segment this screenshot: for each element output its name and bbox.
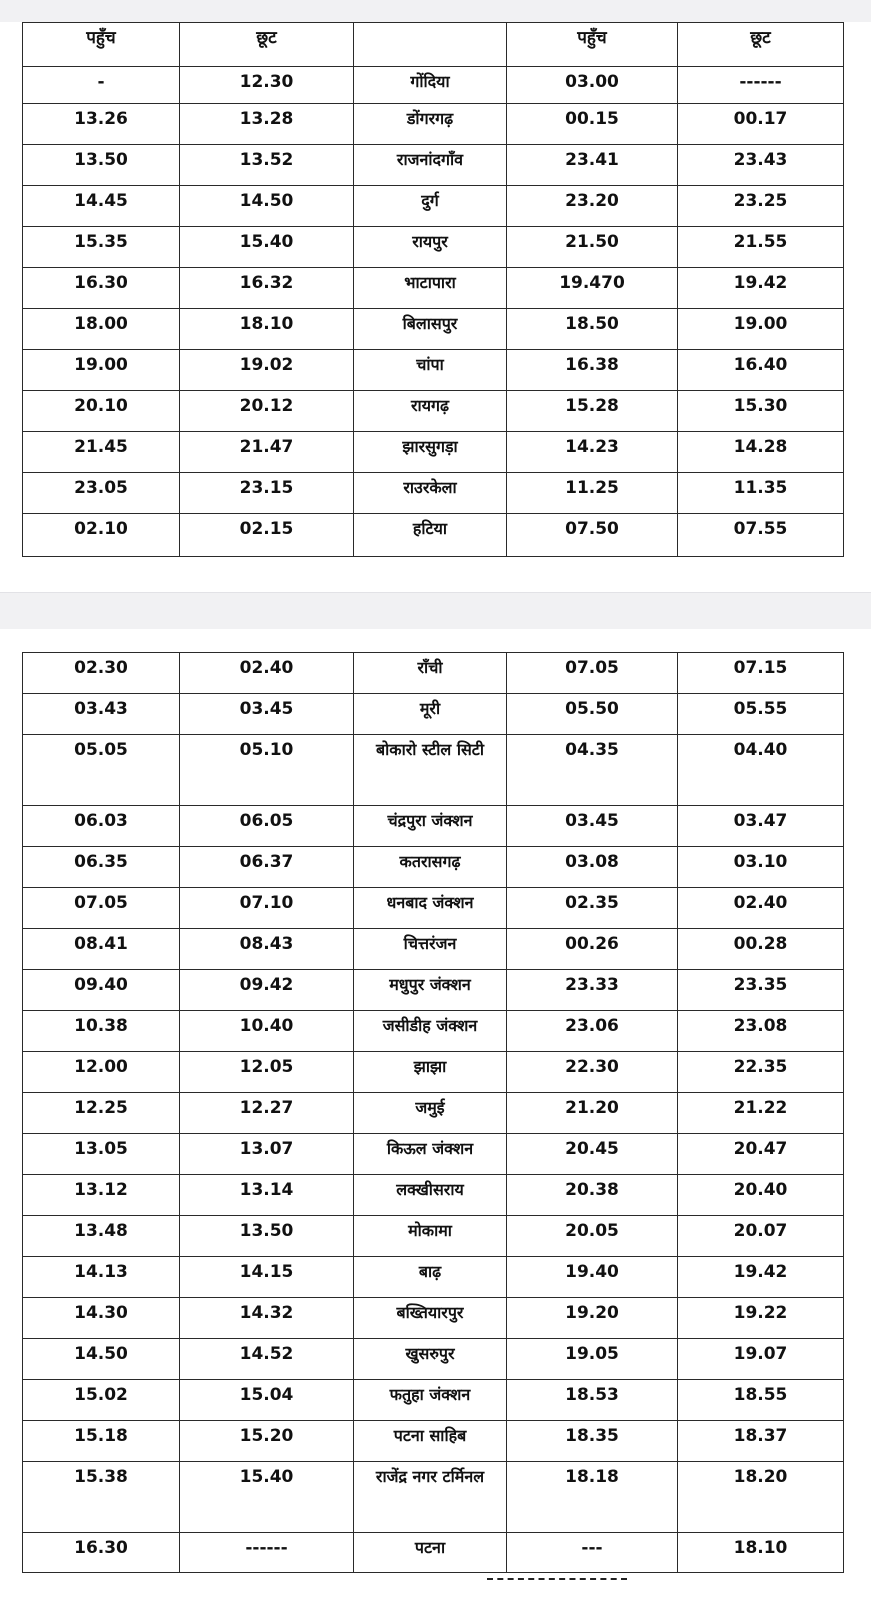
table-row — [23, 1380, 844, 1421]
arrival-cell: 19.00 — [23, 350, 180, 391]
return-departure-cell: 07.55 — [678, 514, 844, 557]
station-cell: लक्खीसराय — [354, 1175, 507, 1216]
station-cell: राजनांदगाँव — [354, 145, 507, 186]
return-departure-cell: 05.55 — [678, 694, 844, 735]
arrival-cell: 14.50 — [23, 1339, 180, 1380]
arrival-cell: 07.05 — [23, 888, 180, 929]
station-cell: बोकारो स्टील सिटी — [354, 735, 507, 806]
top-background-strip — [0, 0, 871, 22]
departure-cell: 13.14 — [180, 1175, 354, 1216]
arrival-cell: 23.05 — [23, 473, 180, 514]
return-arrival-cell: 23.06 — [507, 1011, 678, 1052]
return-departure-cell: 23.43 — [678, 145, 844, 186]
return-departure-cell: 19.00 — [678, 309, 844, 350]
arrival-cell: 15.35 — [23, 227, 180, 268]
return-arrival-cell: 20.05 — [507, 1216, 678, 1257]
return-arrival-cell: --- — [507, 1533, 678, 1573]
return-departure-cell: 02.40 — [678, 888, 844, 929]
table-row — [23, 350, 844, 391]
return-arrival-cell: 14.23 — [507, 432, 678, 473]
return-departure-cell: 15.30 — [678, 391, 844, 432]
table-row — [23, 473, 844, 514]
return-departure-cell: 20.47 — [678, 1134, 844, 1175]
return-arrival-cell: 02.35 — [507, 888, 678, 929]
departure-cell: 06.37 — [180, 847, 354, 888]
table-row — [23, 1462, 844, 1533]
return-departure-cell: 21.22 — [678, 1093, 844, 1134]
return-departure-cell: 00.17 — [678, 104, 844, 145]
return-arrival-cell: 03.08 — [507, 847, 678, 888]
station-cell: बाढ़ — [354, 1257, 507, 1298]
arrival-cell: 14.45 — [23, 186, 180, 227]
table-row — [23, 735, 844, 806]
return-departure-cell: 23.25 — [678, 186, 844, 227]
departure-cell: 13.07 — [180, 1134, 354, 1175]
return-arrival-cell: 23.20 — [507, 186, 678, 227]
table-row — [23, 309, 844, 350]
return-arrival-cell: 19.40 — [507, 1257, 678, 1298]
return-arrival-cell: 03.45 — [507, 806, 678, 847]
departure-cell: 07.10 — [180, 888, 354, 929]
table-row — [23, 1134, 844, 1175]
return-departure-cell: 03.47 — [678, 806, 844, 847]
return-arrival-cell: 20.45 — [507, 1134, 678, 1175]
arrival-cell: 13.50 — [23, 145, 180, 186]
departure-cell: 12.05 — [180, 1052, 354, 1093]
header-departure-up: छूट — [180, 23, 354, 67]
header-station — [354, 23, 507, 67]
arrival-cell: 13.05 — [23, 1134, 180, 1175]
table-row — [23, 186, 844, 227]
table-row — [23, 694, 844, 735]
arrival-cell: 14.13 — [23, 1257, 180, 1298]
return-arrival-cell: 00.26 — [507, 929, 678, 970]
departure-cell: 15.40 — [180, 1462, 354, 1533]
departure-cell: 15.40 — [180, 227, 354, 268]
station-cell: रायगढ़ — [354, 391, 507, 432]
arrival-cell: 13.26 — [23, 104, 180, 145]
bottom-dashed-divider — [487, 1578, 627, 1580]
station-cell: भाटापारा — [354, 268, 507, 309]
return-arrival-cell: 07.50 — [507, 514, 678, 557]
table-row — [23, 1052, 844, 1093]
return-arrival-cell: 11.25 — [507, 473, 678, 514]
station-cell: मोकामा — [354, 1216, 507, 1257]
return-departure-cell: 11.35 — [678, 473, 844, 514]
return-departure-cell: 23.35 — [678, 970, 844, 1011]
table-row — [23, 1298, 844, 1339]
station-cell: कतरासगढ़ — [354, 847, 507, 888]
table-row — [23, 1175, 844, 1216]
departure-cell: 14.15 — [180, 1257, 354, 1298]
return-arrival-cell: 16.38 — [507, 350, 678, 391]
table-row — [23, 847, 844, 888]
station-cell: चांपा — [354, 350, 507, 391]
table-row — [23, 1533, 844, 1573]
table-row — [23, 806, 844, 847]
station-cell: राजेंद्र नगर टर्मिनल — [354, 1462, 507, 1533]
departure-cell: 13.52 — [180, 145, 354, 186]
return-departure-cell: 03.10 — [678, 847, 844, 888]
table-row — [23, 1421, 844, 1462]
arrival-cell: 16.30 — [23, 268, 180, 309]
station-cell: बख्तियारपुर — [354, 1298, 507, 1339]
table-row — [23, 1011, 844, 1052]
table-row — [23, 268, 844, 309]
table-row — [23, 67, 844, 104]
station-cell: गोंदिया — [354, 67, 507, 104]
return-arrival-cell: 21.20 — [507, 1093, 678, 1134]
departure-cell: 19.02 — [180, 350, 354, 391]
departure-cell: ------ — [180, 1533, 354, 1573]
table-row — [23, 888, 844, 929]
arrival-cell: 14.30 — [23, 1298, 180, 1339]
table-row — [23, 1339, 844, 1380]
station-cell: चंद्रपुरा जंक्शन — [354, 806, 507, 847]
station-cell: हटिया — [354, 514, 507, 557]
return-arrival-cell: 22.30 — [507, 1052, 678, 1093]
arrival-cell: 06.03 — [23, 806, 180, 847]
header-arrival-down: पहुँच — [507, 23, 678, 67]
return-arrival-cell: 19.20 — [507, 1298, 678, 1339]
station-cell: मधुपुर जंक्शन — [354, 970, 507, 1011]
table-row — [23, 104, 844, 145]
table-row — [23, 227, 844, 268]
departure-cell: 18.10 — [180, 309, 354, 350]
departure-cell: 20.12 — [180, 391, 354, 432]
departure-cell: 05.10 — [180, 735, 354, 806]
table-row — [23, 653, 844, 694]
arrival-cell: 02.30 — [23, 653, 180, 694]
departure-cell: 23.15 — [180, 473, 354, 514]
departure-cell: 21.47 — [180, 432, 354, 473]
departure-cell: 02.15 — [180, 514, 354, 557]
station-cell: जमुई — [354, 1093, 507, 1134]
departure-cell: 02.40 — [180, 653, 354, 694]
return-arrival-cell: 21.50 — [507, 227, 678, 268]
arrival-cell: 09.40 — [23, 970, 180, 1011]
station-cell: चित्तरंजन — [354, 929, 507, 970]
header-departure-down: छूट — [678, 23, 844, 67]
table-row — [23, 145, 844, 186]
departure-cell: 03.45 — [180, 694, 354, 735]
station-cell: जसीडीह जंक्शन — [354, 1011, 507, 1052]
return-arrival-cell: 23.41 — [507, 145, 678, 186]
station-cell: फतुहा जंक्शन — [354, 1380, 507, 1421]
return-departure-cell: 22.35 — [678, 1052, 844, 1093]
arrival-cell: 06.35 — [23, 847, 180, 888]
timetable-part-2 — [22, 652, 844, 1573]
arrival-cell: 10.38 — [23, 1011, 180, 1052]
return-departure-cell: 18.20 — [678, 1462, 844, 1533]
departure-cell: 15.20 — [180, 1421, 354, 1462]
return-departure-cell: 20.40 — [678, 1175, 844, 1216]
return-departure-cell: 19.42 — [678, 268, 844, 309]
station-cell: मूरी — [354, 694, 507, 735]
table-row — [23, 970, 844, 1011]
departure-cell: 12.30 — [180, 67, 354, 104]
arrival-cell: 08.41 — [23, 929, 180, 970]
station-cell: बिलासपुर — [354, 309, 507, 350]
station-cell: राउरकेला — [354, 473, 507, 514]
return-departure-cell: ------ — [678, 67, 844, 104]
station-cell: पटना — [354, 1533, 507, 1573]
return-departure-cell: 18.55 — [678, 1380, 844, 1421]
departure-cell: 08.43 — [180, 929, 354, 970]
return-arrival-cell: 07.05 — [507, 653, 678, 694]
return-departure-cell: 18.37 — [678, 1421, 844, 1462]
departure-cell: 14.52 — [180, 1339, 354, 1380]
table-row — [23, 391, 844, 432]
departure-cell: 14.50 — [180, 186, 354, 227]
station-cell: किऊल जंक्शन — [354, 1134, 507, 1175]
arrival-cell: - — [23, 67, 180, 104]
return-arrival-cell: 19.05 — [507, 1339, 678, 1380]
station-cell: राँची — [354, 653, 507, 694]
departure-cell: 09.42 — [180, 970, 354, 1011]
return-departure-cell: 23.08 — [678, 1011, 844, 1052]
return-departure-cell: 04.40 — [678, 735, 844, 806]
return-departure-cell: 20.07 — [678, 1216, 844, 1257]
arrival-cell: 12.25 — [23, 1093, 180, 1134]
arrival-cell: 15.38 — [23, 1462, 180, 1533]
arrival-cell: 05.05 — [23, 735, 180, 806]
return-departure-cell: 19.22 — [678, 1298, 844, 1339]
return-arrival-cell: 19.470 — [507, 268, 678, 309]
arrival-cell: 15.02 — [23, 1380, 180, 1421]
arrival-cell: 02.10 — [23, 514, 180, 557]
return-departure-cell: 19.07 — [678, 1339, 844, 1380]
station-cell: डोंगरगढ़ — [354, 104, 507, 145]
return-arrival-cell: 18.18 — [507, 1462, 678, 1533]
return-arrival-cell: 04.35 — [507, 735, 678, 806]
return-arrival-cell: 18.53 — [507, 1380, 678, 1421]
table-row — [23, 929, 844, 970]
arrival-cell: 16.30 — [23, 1533, 180, 1573]
station-cell: धनबाद जंक्शन — [354, 888, 507, 929]
departure-cell: 13.28 — [180, 104, 354, 145]
return-departure-cell: 00.28 — [678, 929, 844, 970]
return-departure-cell: 07.15 — [678, 653, 844, 694]
departure-cell: 15.04 — [180, 1380, 354, 1421]
arrival-cell: 15.18 — [23, 1421, 180, 1462]
return-arrival-cell: 00.15 — [507, 104, 678, 145]
timetable-part-1 — [22, 22, 844, 557]
table-row — [23, 1093, 844, 1134]
arrival-cell: 18.00 — [23, 309, 180, 350]
station-cell: झारसुगड़ा — [354, 432, 507, 473]
return-departure-cell: 21.55 — [678, 227, 844, 268]
station-cell: खुसरुपुर — [354, 1339, 507, 1380]
return-arrival-cell: 23.33 — [507, 970, 678, 1011]
table-row — [23, 432, 844, 473]
return-arrival-cell: 03.00 — [507, 67, 678, 104]
departure-cell: 16.32 — [180, 268, 354, 309]
return-departure-cell: 14.28 — [678, 432, 844, 473]
arrival-cell: 13.48 — [23, 1216, 180, 1257]
return-arrival-cell: 18.50 — [507, 309, 678, 350]
arrival-cell: 20.10 — [23, 391, 180, 432]
return-arrival-cell: 15.28 — [507, 391, 678, 432]
table-row — [23, 1257, 844, 1298]
return-arrival-cell: 18.35 — [507, 1421, 678, 1462]
header-arrival-up: पहुँच — [23, 23, 180, 67]
station-cell: पटना साहिब — [354, 1421, 507, 1462]
table-row — [23, 514, 844, 557]
station-cell: रायपुर — [354, 227, 507, 268]
departure-cell: 13.50 — [180, 1216, 354, 1257]
return-departure-cell: 18.10 — [678, 1533, 844, 1573]
arrival-cell: 13.12 — [23, 1175, 180, 1216]
return-arrival-cell: 20.38 — [507, 1175, 678, 1216]
departure-cell: 10.40 — [180, 1011, 354, 1052]
departure-cell: 14.32 — [180, 1298, 354, 1339]
table-header-row — [23, 23, 844, 67]
page-gap-divider — [0, 592, 871, 629]
table-row — [23, 1216, 844, 1257]
return-departure-cell: 16.40 — [678, 350, 844, 391]
arrival-cell: 21.45 — [23, 432, 180, 473]
arrival-cell: 03.43 — [23, 694, 180, 735]
return-departure-cell: 19.42 — [678, 1257, 844, 1298]
arrival-cell: 12.00 — [23, 1052, 180, 1093]
station-cell: झाझा — [354, 1052, 507, 1093]
departure-cell: 12.27 — [180, 1093, 354, 1134]
station-cell: दुर्ग — [354, 186, 507, 227]
return-arrival-cell: 05.50 — [507, 694, 678, 735]
departure-cell: 06.05 — [180, 806, 354, 847]
